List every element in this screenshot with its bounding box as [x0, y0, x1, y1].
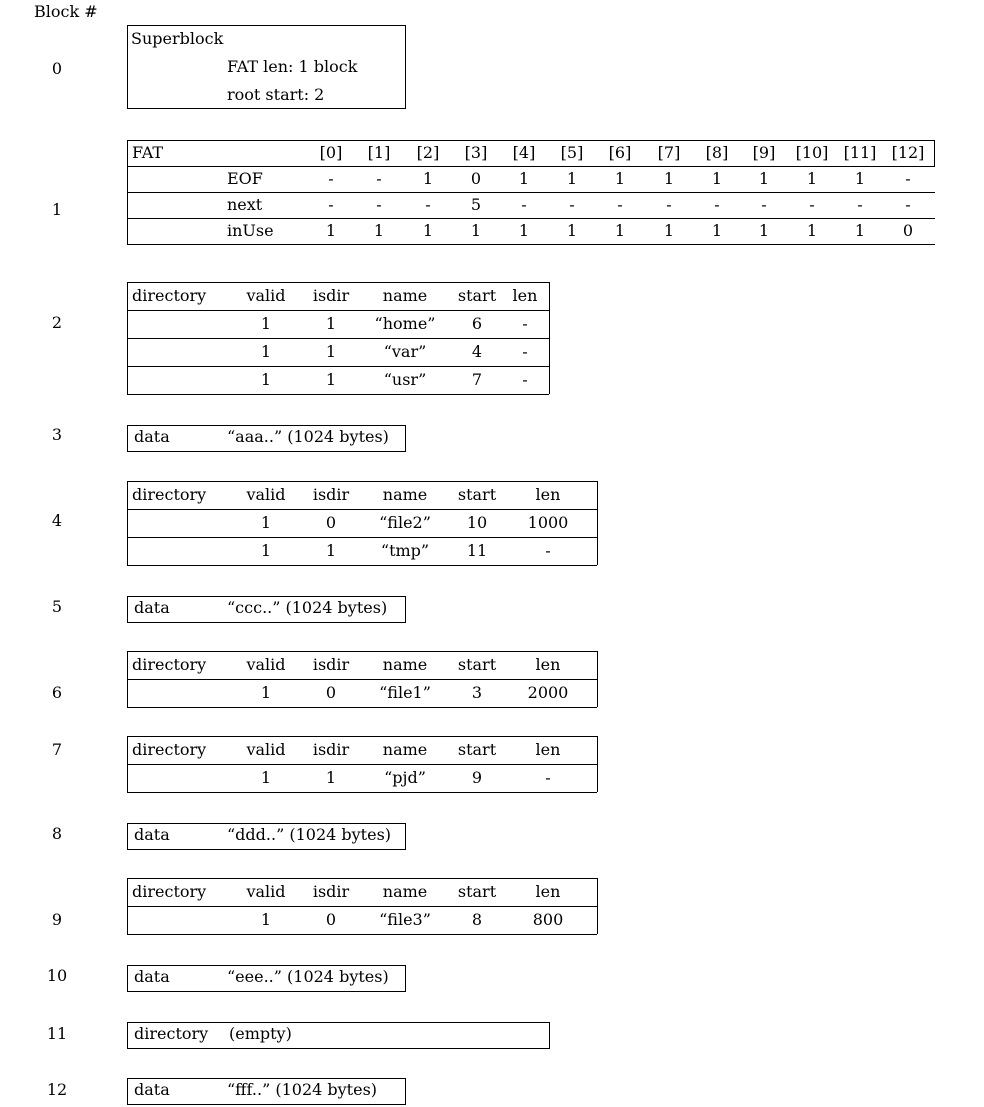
fat-row-label: next	[227, 195, 263, 214]
fat-cell: 1	[325, 221, 337, 240]
directory-header: name	[382, 286, 428, 305]
directory-cell: 1	[325, 541, 337, 560]
fat-cell: 1	[806, 221, 818, 240]
directory-right-border	[597, 878, 598, 934]
fat-cell: -	[328, 195, 334, 214]
fat-cell: 0	[902, 221, 914, 240]
directory-cell: 1	[325, 342, 337, 361]
directory-label: directory	[134, 1024, 209, 1043]
directory-header: name	[382, 882, 428, 901]
fat-index: [1]	[367, 143, 391, 162]
directory-cell: “tmp”	[380, 541, 430, 560]
directory-header: isdir	[312, 740, 350, 759]
directory-row-line	[127, 537, 597, 538]
fat-index: [2]	[416, 143, 440, 162]
directory-cell: 8	[471, 910, 483, 929]
block-number-12: 12	[46, 1080, 68, 1099]
directory-right-border	[597, 736, 598, 792]
directory-header: valid	[246, 882, 286, 901]
fat-cell: 1	[614, 169, 626, 188]
directory-header: len	[535, 485, 561, 504]
directory-cell: 1	[260, 370, 272, 389]
superblock-root-start: root start: 2	[227, 85, 325, 104]
fat-cell: 1	[711, 169, 723, 188]
directory-row-line	[127, 509, 597, 510]
directory-cell: 0	[325, 683, 337, 702]
directory-cell: “file2”	[379, 513, 431, 532]
directory-header: valid	[246, 485, 286, 504]
directory-cell: -	[545, 541, 551, 560]
directory-row-line	[127, 310, 549, 311]
directory-row-line	[127, 878, 597, 879]
directory-header: len	[512, 286, 538, 305]
directory-cell: 7	[471, 370, 483, 389]
directory-right-border	[549, 282, 550, 394]
fat-index: [9]	[752, 143, 776, 162]
fat-cell: 1	[854, 221, 866, 240]
data-content: “fff..” (1024 bytes)	[227, 1080, 378, 1099]
directory-row-line	[127, 481, 597, 482]
directory-header: valid	[246, 286, 286, 305]
fat-cell: 1	[422, 221, 434, 240]
block-number-0: 0	[51, 59, 63, 78]
superblock-fat-len: FAT len: 1 block	[227, 57, 358, 76]
directory-row-line	[127, 736, 597, 737]
block-number-2: 2	[51, 313, 63, 332]
fat-row-line	[127, 244, 935, 245]
directory-row-line	[127, 764, 597, 765]
fat-cell: -	[761, 195, 767, 214]
fat-index: [3]	[464, 143, 488, 162]
fat-cell: 1	[758, 221, 770, 240]
fat-cell: 1	[518, 221, 530, 240]
directory-cell: 0	[325, 910, 337, 929]
directory-cell: 9	[471, 768, 483, 787]
superblock-title: Superblock	[131, 29, 224, 48]
directory-row-line	[127, 906, 597, 907]
fat-index: [6]	[608, 143, 632, 162]
block-number-9: 9	[51, 910, 63, 929]
fat-index: [11]	[843, 143, 877, 162]
directory-header: valid	[246, 655, 286, 674]
fat-cell: -	[425, 195, 431, 214]
directory-cell: 2000	[527, 683, 569, 702]
directory-header-label: directory	[132, 485, 207, 504]
directory-cell: 10	[466, 513, 488, 532]
directory-cell: -	[522, 314, 528, 333]
fat-row-line	[127, 166, 935, 167]
block-number-7: 7	[51, 740, 63, 759]
block-number-3: 3	[51, 425, 63, 444]
block-number-8: 8	[51, 824, 63, 843]
fat-cell: 1	[663, 221, 675, 240]
directory-right-border	[597, 481, 598, 565]
directory-row-line	[127, 565, 597, 566]
fat-row-label: EOF	[227, 169, 263, 188]
directory-cell: 1	[260, 683, 272, 702]
fat-cell: -	[521, 195, 527, 214]
directory-cell: 1	[260, 910, 272, 929]
data-label: data	[134, 427, 170, 446]
block-number-5: 5	[51, 597, 63, 616]
data-content: “ddd..” (1024 bytes)	[227, 825, 392, 844]
directory-cell: 1	[260, 314, 272, 333]
directory-header-label: directory	[132, 882, 207, 901]
fat-index: [12]	[891, 143, 925, 162]
data-label: data	[134, 825, 170, 844]
directory-cell: -	[545, 768, 551, 787]
directory-header: len	[535, 882, 561, 901]
block-number-4: 4	[51, 511, 63, 530]
fat-index: [7]	[657, 143, 681, 162]
directory-header-label: directory	[132, 740, 207, 759]
fat-cell: -	[809, 195, 815, 214]
fat-cell: 1	[806, 169, 818, 188]
fat-cell: -	[905, 169, 911, 188]
directory-cell: “var”	[383, 342, 427, 361]
directory-header: name	[382, 485, 428, 504]
directory-cell: 11	[466, 541, 488, 560]
directory-cell: 1000	[527, 513, 569, 532]
directory-header: len	[535, 655, 561, 674]
fat-cell: -	[617, 195, 623, 214]
directory-cell: “home”	[374, 314, 436, 333]
fat-cell: -	[328, 169, 334, 188]
fat-cell: 1	[758, 169, 770, 188]
data-content: “ccc..” (1024 bytes)	[227, 598, 388, 617]
directory-header: name	[382, 740, 428, 759]
fat-cell: 1	[470, 221, 482, 240]
directory-header: isdir	[312, 286, 350, 305]
directory-header: name	[382, 655, 428, 674]
fat-cell: -	[905, 195, 911, 214]
data-content: “aaa..” (1024 bytes)	[227, 427, 389, 446]
directory-cell: 1	[325, 314, 337, 333]
directory-cell: 1	[260, 513, 272, 532]
directory-row-line	[127, 366, 549, 367]
directory-header: isdir	[312, 882, 350, 901]
directory-header: start	[457, 286, 497, 305]
block-number-header: Block #	[34, 2, 98, 21]
fat-cell: 1	[614, 221, 626, 240]
directory-cell: 6	[471, 314, 483, 333]
fat-cell: 1	[518, 169, 530, 188]
fat-cell: 1	[422, 169, 434, 188]
fat-row-line	[127, 192, 935, 193]
directory-header: isdir	[312, 655, 350, 674]
fat-cell: 1	[663, 169, 675, 188]
fat-index: [4]	[512, 143, 536, 162]
fat-row-line	[127, 218, 935, 219]
directory-header-label: directory	[132, 655, 207, 674]
directory-cell: “file3”	[379, 910, 431, 929]
fat-cell: 5	[470, 195, 482, 214]
directory-row-line	[127, 651, 597, 652]
directory-row-line	[127, 394, 549, 395]
directory-cell: 1	[325, 768, 337, 787]
directory-header: isdir	[312, 485, 350, 504]
fat-cell: 0	[470, 169, 482, 188]
directory-header: start	[457, 882, 497, 901]
fat-cell: -	[376, 195, 382, 214]
directory-header: start	[457, 655, 497, 674]
fat-cell: -	[714, 195, 720, 214]
fat-cell: 1	[566, 169, 578, 188]
directory-cell: -	[522, 370, 528, 389]
directory-right-border	[597, 651, 598, 707]
fat-index: [8]	[705, 143, 729, 162]
directory-header: valid	[246, 740, 286, 759]
directory-row-line	[127, 282, 549, 283]
directory-left-border	[127, 481, 128, 565]
directory-cell: 0	[325, 513, 337, 532]
block-number-6: 6	[51, 683, 63, 702]
data-label: data	[134, 967, 170, 986]
data-label: data	[134, 1080, 170, 1099]
directory-row-line	[127, 338, 549, 339]
directory-cell: -	[522, 342, 528, 361]
fat-row-label: inUse	[227, 221, 274, 240]
fat-cell: 1	[711, 221, 723, 240]
fat-cell: 1	[854, 169, 866, 188]
directory-cell: “file1”	[379, 683, 431, 702]
directory-header: len	[535, 740, 561, 759]
fat-cell: -	[857, 195, 863, 214]
directory-cell: “usr”	[383, 370, 427, 389]
directory-row-line	[127, 707, 597, 708]
directory-row-line	[127, 679, 597, 680]
data-content: “eee..” (1024 bytes)	[227, 967, 389, 986]
directory-cell: “pjd”	[384, 768, 426, 787]
directory-cell: 800	[532, 910, 564, 929]
fat-cell: -	[666, 195, 672, 214]
block-number-1: 1	[51, 200, 63, 219]
directory-row-line	[127, 792, 597, 793]
fat-index: [10]	[795, 143, 829, 162]
block-number-11: 11	[46, 1024, 68, 1043]
data-label: data	[134, 598, 170, 617]
directory-row-line	[127, 934, 597, 935]
fat-index: [0]	[319, 143, 343, 162]
directory-cell: 4	[471, 342, 483, 361]
fat-cell: 1	[373, 221, 385, 240]
directory-header: start	[457, 740, 497, 759]
fat-cell: -	[569, 195, 575, 214]
directory-empty: (empty)	[229, 1024, 292, 1043]
fat-title: FAT	[132, 143, 164, 162]
directory-header-label: directory	[132, 286, 207, 305]
directory-cell: 1	[260, 541, 272, 560]
directory-cell: 1	[260, 342, 272, 361]
directory-cell: 1	[325, 370, 337, 389]
directory-header: start	[457, 485, 497, 504]
directory-cell: 3	[471, 683, 483, 702]
fat-cell: -	[376, 169, 382, 188]
fat-cell: 1	[566, 221, 578, 240]
directory-cell: 1	[260, 768, 272, 787]
block-number-10: 10	[46, 966, 68, 985]
fat-index: [5]	[560, 143, 584, 162]
